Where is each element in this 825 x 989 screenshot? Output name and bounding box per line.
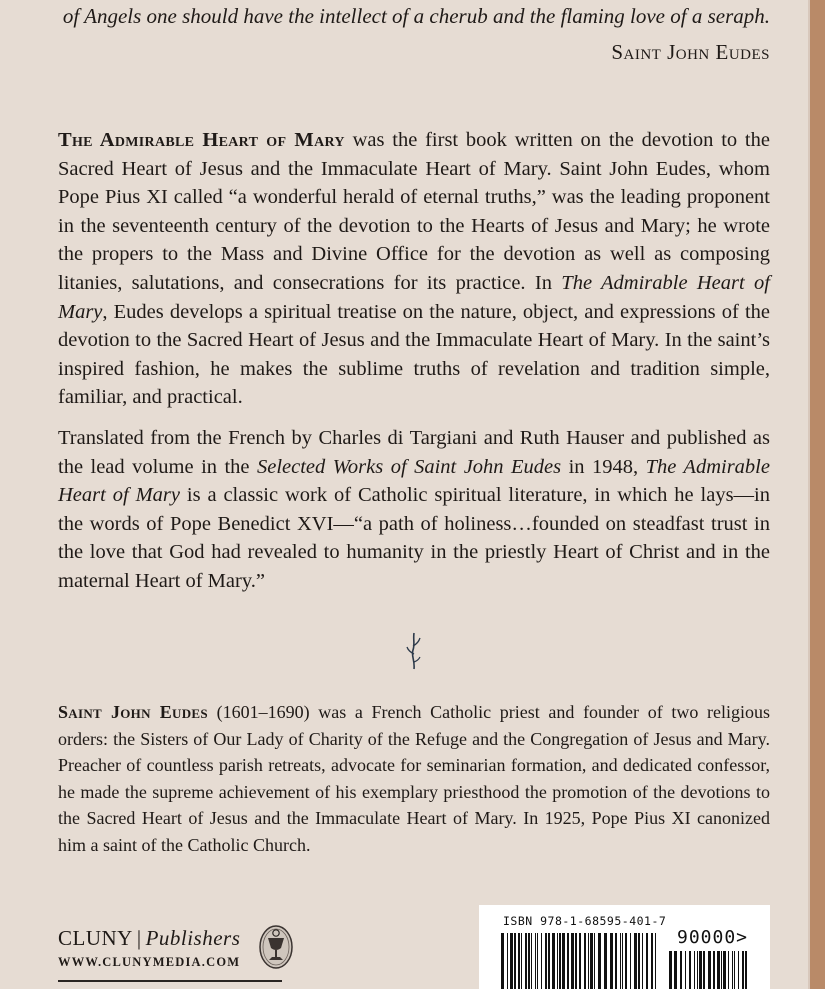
barcode-bar — [604, 933, 607, 989]
barcode-bar — [528, 933, 530, 989]
barcode-bar — [615, 933, 617, 989]
barcode-bar — [567, 933, 569, 989]
p2-italic-series: Selected Works of Saint John Eudes — [256, 455, 562, 478]
p1-text-a: was the first book written on the devotion to the Sacred Heart of Jesus and the Immaculate Heart of Mary. Saint John Eudes, whom Pope Pius XI called “a wonderful herald of eternal truths,” was the leading proponent in the seventeenth century of the devotion to the Hearts of Jesus and Mary; he wrote the propers to the Mass and Divine Office for the devotion as well as composing litanies, salutations, and consecrations for its practice. In — [58, 129, 770, 294]
barcode-bar — [728, 951, 729, 989]
p1-text-b: , Eudes develops a spiritual treatise on the nature, object, and expressions of the devotion to the Sacred Heart of Jesus and the Immaculate Heart of Mary. In the saint’s inspired fashion, he makes the sublime truths of revelation and tradition simple, familiar, and practical. — [58, 300, 770, 409]
barcode-bar — [562, 933, 565, 989]
barcode-bar — [723, 951, 726, 989]
barcode-bar — [638, 933, 640, 989]
barcode-bar — [674, 951, 677, 989]
barcode-bar — [557, 933, 558, 989]
barcode-bar — [590, 933, 593, 989]
barcode-bar — [646, 933, 648, 989]
barcode-bar — [669, 951, 672, 989]
barcode-bar — [655, 933, 656, 989]
publisher-url[interactable]: WWW.CLUNYMEDIA.COM — [58, 955, 241, 969]
barcode-bar — [541, 933, 542, 989]
barcode-bar — [732, 951, 733, 989]
barcode-bar — [507, 933, 508, 989]
publisher-brand: CLUNY — [58, 926, 133, 950]
barcode-bar — [630, 933, 631, 989]
barcode-bars-addon — [669, 951, 749, 989]
barcode-bar — [501, 933, 504, 989]
price-code: 90000> — [677, 927, 749, 948]
barcode-bar — [697, 951, 698, 989]
barcode-bar — [531, 933, 532, 989]
barcode-bar — [622, 933, 623, 989]
barcode-bar — [734, 951, 735, 989]
chalice-icon — [258, 922, 294, 970]
barcode-bar — [579, 933, 581, 989]
p2-italic-title: The Admirable Heart of Mary — [58, 455, 770, 507]
barcode-bar — [525, 933, 527, 989]
barcode-bar — [594, 933, 595, 989]
barcode-bar — [514, 933, 516, 989]
barcode-bar — [510, 933, 513, 989]
barcode-bar — [620, 933, 621, 989]
barcode-bar — [634, 933, 637, 989]
barcode-bar — [694, 951, 695, 989]
bio-text: (1601–1690) was a French Catholic priest and founder of two religious orders: the Sisters of Our Lady of Charity of the Refuge and the Congregation of Jesus and Mary. Preacher of countless parish retreats, advocate for seminarian formation, and dedicated confessor, he made the supreme achievement of his exemplary priesthood the promotion of the devotions to the Sacred Heart of Jesus and the Immaculate Heart of Mary. In 1925, Pope Pius XI canonized him a saint of the Catholic Church. — [58, 702, 770, 855]
barcode-bar — [521, 933, 522, 989]
barcode-bar — [742, 951, 744, 989]
publisher-separator: | — [136, 926, 142, 950]
fleuron-ornament-icon — [403, 632, 425, 670]
barcode-bar — [571, 933, 574, 989]
epigraph-attribution: Saint John Eudes — [611, 40, 770, 64]
barcode-bar — [545, 933, 547, 989]
publisher-name — [58, 926, 240, 951]
barcode-bar — [651, 933, 653, 989]
barcode-bar — [610, 933, 613, 989]
book-title: The Admirable Heart of Mary — [58, 129, 345, 151]
barcode-bar — [518, 933, 520, 989]
description-paragraph-1 — [58, 126, 770, 412]
p2-text-a: Translated from the French by Charles di Targiani and Ruth Hauser and published as the lead volume in the — [58, 427, 770, 478]
barcode-bars-main — [501, 933, 661, 989]
barcode-bar — [548, 933, 550, 989]
barcode-bar — [717, 951, 720, 989]
publisher-rule — [58, 980, 282, 982]
p2-text-b: in 1948, — [561, 455, 646, 478]
barcode-bar — [738, 951, 739, 989]
isbn-label: ISBN 978-1-68595-401-7 — [503, 914, 667, 928]
barcode-bar — [552, 933, 555, 989]
barcode-bar — [685, 951, 686, 989]
spine-divider — [808, 0, 810, 989]
barcode-bar — [689, 951, 691, 989]
barcode-bar — [559, 933, 561, 989]
author-bio — [58, 699, 770, 859]
barcode-bar — [588, 933, 589, 989]
spine-edge — [810, 0, 825, 989]
barcode-bar — [598, 933, 601, 989]
barcode-bar — [537, 933, 538, 989]
p1-italic-title: The Admirable Heart of Mary — [58, 271, 770, 323]
barcode-bar — [625, 933, 627, 989]
barcode-bar — [575, 933, 577, 989]
barcode-bar — [642, 933, 643, 989]
p2-text-c: is a classic work of Catholic spiritual literature, in which he lays—in the words of Pope Benedict XVI—“a path of holiness…founded on steadfast trust in the love that God had revealed to humanity in the priestly Heart of Christ and in the maternal Heart of Mary.” — [58, 484, 770, 592]
epigraph-quote: of Angels one should have the intellect of a cherub and the flaming love of a seraph. — [62, 4, 770, 28]
barcode-box — [479, 905, 770, 989]
barcode-bar — [680, 951, 682, 989]
barcode-bar — [708, 951, 711, 989]
barcode-bar — [703, 951, 705, 989]
author-name: Saint John Eudes — [58, 702, 208, 722]
description-paragraph-2 — [58, 424, 770, 596]
publisher-subtitle: Publishers — [145, 926, 241, 950]
barcode-bar — [699, 951, 702, 989]
barcode-bar — [535, 933, 536, 989]
barcode-bar — [745, 951, 747, 989]
barcode-bar — [584, 933, 586, 989]
barcode-bar — [721, 951, 722, 989]
barcode-bar — [713, 951, 715, 989]
